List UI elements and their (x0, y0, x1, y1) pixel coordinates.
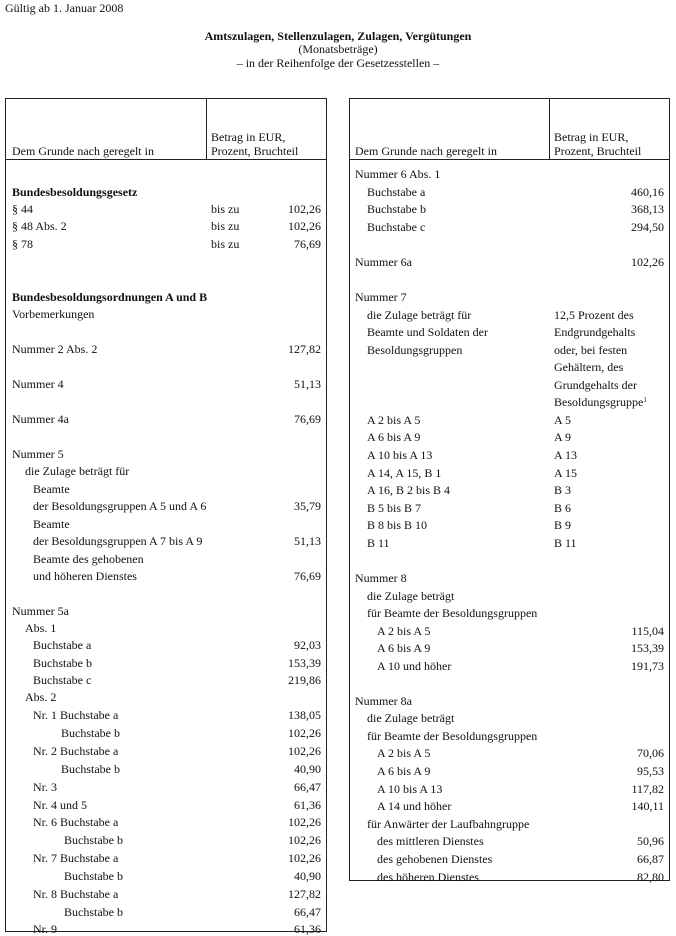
right-header-basis: Dem Grunde nach geregelt in (355, 144, 497, 158)
amount-value: 138,05 (288, 708, 321, 722)
row-label: A 2 bis A 5 (377, 624, 431, 638)
row-label: Buchstabe b (33, 656, 92, 670)
row-label: Abs. 2 (25, 690, 57, 704)
amount-value: 368,13 (631, 202, 664, 216)
row-label: Nr. 6 Buchstabe a (33, 815, 119, 829)
row-label: Beamte (33, 517, 70, 531)
row-label: Nummer 8a (355, 694, 412, 708)
amount-value: 35,79 (294, 499, 321, 513)
row-label: A 2 bis A 5 (377, 746, 431, 760)
percentage-or-group: Endgrundgehalts (554, 325, 636, 339)
row-label: Beamte des gehobenen (33, 552, 144, 566)
row-label: Nummer 4 (12, 377, 64, 391)
percentage-or-group: A 15 (554, 466, 578, 480)
row-label: für Anwärter der Laufbahngruppe (367, 817, 530, 831)
row-label: Nummer 2 Abs. 2 (12, 342, 98, 356)
row-label: Nr. 3 (33, 780, 57, 794)
row-label: § 78 (12, 237, 33, 251)
row-label: A 6 bis A 9 (367, 430, 421, 444)
row-label: Beamte und Soldaten der (367, 325, 488, 339)
row-label: Buchstabe c (33, 673, 92, 687)
amount-value: 92,03 (294, 638, 321, 652)
amount-value: 115,04 (631, 624, 664, 638)
section-heading: Bundesbesoldungsordnungen A und B (12, 290, 208, 304)
amount-value: 140,11 (631, 799, 664, 813)
row-label: Buchstabe b (61, 726, 120, 740)
amount-value: 219,86 (288, 673, 321, 687)
amount-value: 66,47 (294, 905, 321, 919)
percentage-or-group: Gehältern, des (554, 360, 624, 374)
row-label: Nr. 8 Buchstabe a (33, 887, 119, 901)
row-label: § 48 Abs. 2 (12, 219, 67, 233)
percentage-or-group: oder, bei festen (554, 343, 628, 357)
amount-value: 153,39 (288, 656, 321, 670)
valid-from-note: Gültig ab 1. Januar 2008 (5, 1, 124, 15)
row-label: A 10 bis A 13 (367, 448, 433, 462)
amount-value: 102,26 (631, 255, 664, 269)
amount-value: 50,96 (637, 834, 664, 848)
amount-qualifier: bis zu (211, 219, 240, 233)
right-table-header-rule (349, 159, 670, 160)
amount-qualifier: bis zu (211, 237, 240, 251)
amount-value: 76,69 (294, 237, 321, 251)
amount-value: 153,39 (631, 641, 664, 655)
row-label: Nummer 5 (12, 447, 64, 461)
row-label: A 10 und höher (377, 659, 452, 673)
section-heading: Bundesbesoldungsgesetz (12, 185, 138, 199)
row-label: Abs. 1 (25, 621, 57, 635)
row-label: Nr. 1 Buchstabe a (33, 708, 119, 722)
amount-value: 51,13 (294, 377, 321, 391)
row-label: Beamte (33, 482, 70, 496)
amount-value: 82,80 (637, 870, 664, 884)
row-label: Nummer 6a (355, 255, 412, 269)
amount-value: 102,26 (288, 815, 321, 829)
row-label: Nummer 6 Abs. 1 (355, 167, 441, 181)
right-header-amount-line1: Betrag in EUR, (554, 130, 629, 144)
amount-value: 102,26 (288, 726, 321, 740)
row-label: der Besoldungsgruppen A 5 und A 6 (33, 499, 207, 513)
amount-value: 117,82 (631, 782, 664, 796)
row-label: des gehobenen Dienstes (377, 852, 493, 866)
percentage-or-group: B 11 (554, 536, 577, 550)
row-label: Besoldungsgruppen (367, 343, 463, 357)
row-label: die Zulage beträgt (367, 589, 455, 603)
row-label: Buchstabe b (367, 202, 426, 216)
amount-value: 51,13 (294, 534, 321, 548)
row-label: A 6 bis A 9 (377, 641, 431, 655)
amount-value: 460,16 (631, 185, 664, 199)
percentage-or-group: 12,5 Prozent des (554, 308, 634, 322)
row-label: Nr. 7 Buchstabe a (33, 851, 119, 865)
amount-value: 102,26 (288, 219, 321, 233)
amount-value: 40,90 (294, 869, 321, 883)
row-label: B 5 bis B 7 (367, 501, 422, 515)
row-label: A 14 und höher (377, 799, 452, 813)
row-label: B 8 bis B 10 (367, 518, 428, 532)
percentage-or-group: B 6 (554, 501, 572, 515)
amount-value: 95,53 (637, 764, 664, 778)
row-label: A 10 bis A 13 (377, 782, 443, 796)
amount-value: 70,06 (637, 746, 664, 760)
left-table-header-rule (5, 159, 327, 160)
row-label: für Beamte der Besoldungsgruppen (367, 729, 538, 743)
row-label: die Zulage beträgt für (367, 308, 472, 322)
percentage-or-group: A 9 (554, 430, 572, 444)
row-label: die Zulage beträgt für (25, 464, 130, 478)
amount-value: 294,50 (631, 220, 664, 234)
amount-value: 40,90 (294, 762, 321, 776)
row-label: § 44 (12, 202, 33, 216)
row-label: A 16, B 2 bis B 4 (367, 483, 451, 497)
row-label: Buchstabe c (367, 220, 426, 234)
row-label: des höheren Dienstes (377, 870, 479, 884)
left-header-basis: Dem Grunde nach geregelt in (12, 144, 154, 158)
row-label: A 14, A 15, B 1 (367, 466, 442, 480)
amount-value: 66,47 (294, 780, 321, 794)
percentage-or-group: Grundgehalts der (554, 378, 637, 392)
row-label: Buchstabe a (367, 185, 426, 199)
row-label: Nr. 9 (33, 922, 57, 936)
document-subtitle: (Monatsbeträge) (298, 42, 378, 56)
row-label: B 11 (367, 536, 390, 550)
row-label: Vorbemerkungen (12, 307, 95, 321)
amount-value: 76,69 (294, 412, 321, 426)
amount-value: 102,26 (288, 833, 321, 847)
row-label: Buchstabe a (33, 638, 92, 652)
row-label: A 2 bis A 5 (367, 413, 421, 427)
row-label: Nr. 2 Buchstabe a (33, 744, 119, 758)
percentage-or-group: A 13 (554, 448, 578, 462)
amount-value: 127,82 (288, 342, 321, 356)
row-label: Buchstabe b (64, 869, 123, 883)
row-label: des mittleren Dienstes (377, 834, 484, 848)
left-table-header-divider (206, 98, 207, 159)
amount-value: 191,73 (631, 659, 664, 673)
row-label: Buchstabe b (64, 905, 123, 919)
row-label: Buchstabe b (61, 762, 120, 776)
left-header-amount-line2: Prozent, Bruchteil (211, 144, 299, 158)
percentage-or-group: B 9 (554, 518, 572, 532)
row-label: A 6 bis A 9 (377, 764, 431, 778)
percentage-or-group: A 5 (554, 413, 572, 427)
row-label: Nummer 5a (12, 604, 69, 618)
right-table-header-divider (549, 98, 550, 159)
row-label: und höheren Dienstes (33, 569, 137, 583)
row-label: der Besoldungsgruppen A 7 bis A 9 (33, 534, 203, 548)
percentage-or-group: Besoldungsgruppe$^1$ (554, 395, 647, 409)
footnote-marker: 1 (643, 396, 647, 404)
row-label: Nummer 8 (355, 571, 407, 585)
document-title: Amtszulagen, Stellenzulagen, Zulagen, Vergütungen (204, 29, 472, 43)
order-note: – in der Reihenfolge der Gesetzesstellen – (236, 56, 440, 70)
row-label: Nr. 4 und 5 (33, 798, 87, 812)
amount-value: 127,82 (288, 887, 321, 901)
amount-value: 61,36 (294, 922, 321, 936)
amount-value: 102,26 (288, 744, 321, 758)
row-label: die Zulage beträgt (367, 711, 455, 725)
amount-value: 61,36 (294, 798, 321, 812)
amount-value: 76,69 (294, 569, 321, 583)
amount-qualifier: bis zu (211, 202, 240, 216)
right-header-amount-line2: Prozent, Bruchteil (554, 144, 642, 158)
amount-value: 102,26 (288, 202, 321, 216)
amount-value: 66,87 (637, 852, 664, 866)
row-label: Nummer 7 (355, 290, 407, 304)
left-header-amount-line1: Betrag in EUR, (211, 130, 286, 144)
row-label: Nummer 4a (12, 412, 69, 426)
percentage-or-group: B 3 (554, 483, 572, 497)
row-label: für Beamte der Besoldungsgruppen (367, 606, 538, 620)
row-label: Buchstabe b (64, 833, 123, 847)
amount-value: 102,26 (288, 851, 321, 865)
